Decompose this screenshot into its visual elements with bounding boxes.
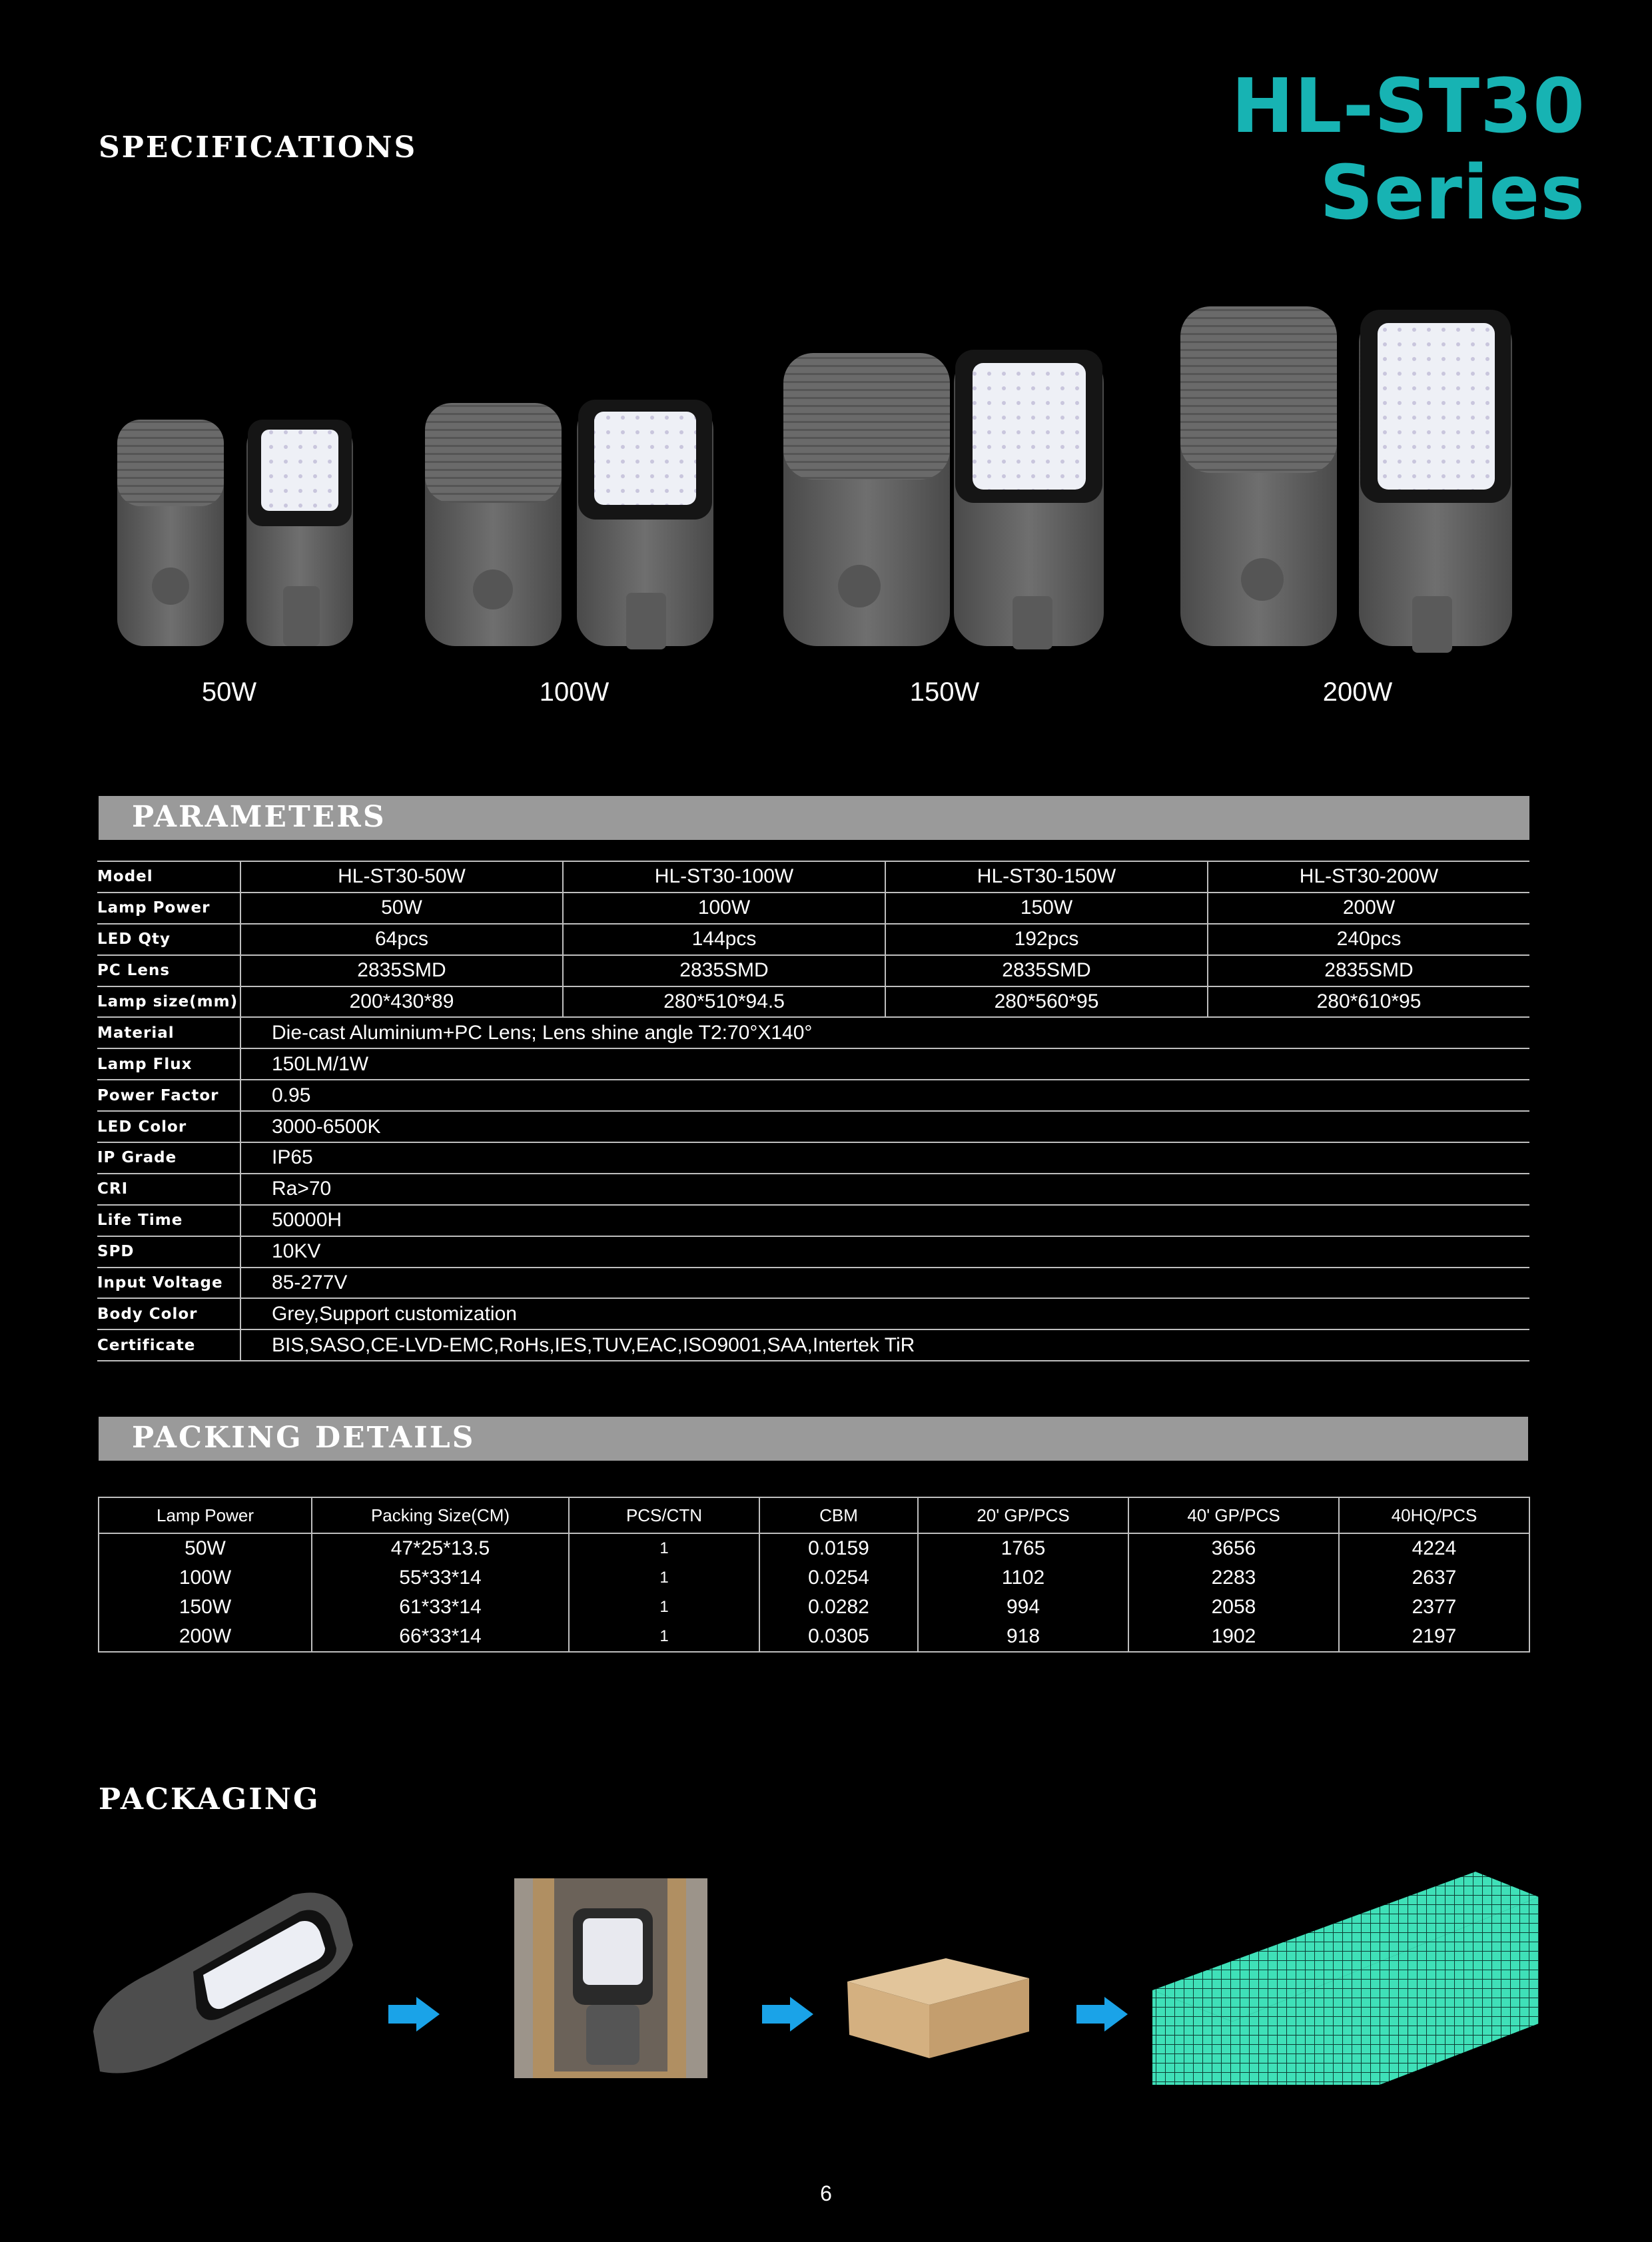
table-cell: 2058 bbox=[1128, 1593, 1339, 1622]
param-value: 280*610*95 bbox=[1208, 986, 1529, 1018]
table-header-row bbox=[99, 1497, 1529, 1533]
param-value: Grey,Support customization bbox=[240, 1298, 1529, 1329]
param-value: 144pcs bbox=[563, 924, 885, 955]
param-value: 50W bbox=[240, 893, 563, 924]
column-header: CBM bbox=[759, 1497, 918, 1533]
table-row bbox=[97, 1017, 1529, 1048]
parameters-header-bar bbox=[99, 796, 1529, 840]
param-label: Power Factor bbox=[97, 1080, 240, 1111]
table-cell: 55*33*14 bbox=[312, 1563, 569, 1593]
table-cell: 994 bbox=[918, 1593, 1128, 1622]
parameters-table bbox=[97, 861, 1529, 1361]
table-cell: 1 bbox=[569, 1533, 759, 1563]
param-label: CRI bbox=[97, 1174, 240, 1205]
param-value: BIS,SASO,CE-LVD-EMC,RoHs,IES,TUV,EAC,ISO9001,SAA,Intertek TiR bbox=[240, 1329, 1529, 1361]
table-cell: 1 bbox=[569, 1593, 759, 1622]
param-value: 10KV bbox=[240, 1236, 1529, 1268]
param-label: LED Color bbox=[97, 1111, 240, 1142]
table-cell: 1102 bbox=[918, 1563, 1128, 1593]
table-row bbox=[99, 1563, 1529, 1593]
table-cell: 0.0305 bbox=[759, 1622, 918, 1652]
param-value: 50000H bbox=[240, 1205, 1529, 1236]
table-cell: 100W bbox=[99, 1563, 312, 1593]
param-value: IP65 bbox=[240, 1142, 1529, 1174]
param-value: Die-cast Aluminium+PC Lens; Lens shine angle T2:70°X140° bbox=[240, 1017, 1529, 1048]
param-value: HL-ST30-50W bbox=[240, 861, 563, 893]
series-title: HL-ST30 Series bbox=[1231, 63, 1585, 236]
column-header: Packing Size(CM) bbox=[312, 1497, 569, 1533]
product-label-50w: 50W bbox=[201, 677, 257, 707]
packing-title: PACKING DETAILS bbox=[132, 1421, 476, 1455]
arrow-icon bbox=[388, 1997, 440, 2032]
parameters-title: PARAMETERS bbox=[132, 800, 386, 834]
table-row bbox=[97, 1111, 1529, 1142]
param-value: 280*560*95 bbox=[885, 986, 1208, 1018]
table-cell: 66*33*14 bbox=[312, 1622, 569, 1652]
param-label: Lamp Flux bbox=[97, 1048, 240, 1080]
param-label: Lamp size(mm) bbox=[97, 986, 240, 1018]
table-row bbox=[97, 1142, 1529, 1174]
param-value: HL-ST30-150W bbox=[885, 861, 1208, 893]
lamp-100w-front bbox=[577, 400, 713, 649]
lamp-150w-front bbox=[954, 350, 1104, 649]
table-row bbox=[99, 1593, 1529, 1622]
table-row bbox=[97, 1236, 1529, 1268]
page-number: 6 bbox=[820, 2181, 832, 2205]
table-cell: 4224 bbox=[1339, 1533, 1529, 1563]
table-cell: 0.0159 bbox=[759, 1533, 918, 1563]
packing-header-bar bbox=[99, 1417, 1528, 1461]
arrow-icon bbox=[1076, 1997, 1128, 2032]
packaging-flow bbox=[0, 1858, 1652, 2085]
table-row bbox=[97, 986, 1529, 1018]
boxed-lamp-photo bbox=[514, 1878, 707, 2078]
column-header: 40HQ/PCS bbox=[1339, 1497, 1529, 1533]
param-label: LED Qty bbox=[97, 924, 240, 955]
table-row bbox=[97, 1048, 1529, 1080]
packaging-title: PACKAGING bbox=[99, 1782, 320, 1816]
param-value: 280*510*94.5 bbox=[563, 986, 885, 1018]
table-cell: 2377 bbox=[1339, 1593, 1529, 1622]
table-cell: 1765 bbox=[918, 1533, 1128, 1563]
column-header: 40' GP/PCS bbox=[1128, 1497, 1339, 1533]
table-cell: 0.0254 bbox=[759, 1563, 918, 1593]
param-value: 64pcs bbox=[240, 924, 563, 955]
param-value: 200W bbox=[1208, 893, 1529, 924]
table-cell: 61*33*14 bbox=[312, 1593, 569, 1622]
table-row bbox=[97, 1329, 1529, 1361]
table-row bbox=[99, 1533, 1529, 1563]
param-label: Model bbox=[97, 861, 240, 893]
param-value: 192pcs bbox=[885, 924, 1208, 955]
table-cell: 2283 bbox=[1128, 1563, 1339, 1593]
table-cell: 1 bbox=[569, 1563, 759, 1593]
table-row bbox=[97, 1080, 1529, 1111]
table-row bbox=[97, 955, 1529, 986]
table-cell: 2637 bbox=[1339, 1563, 1529, 1593]
param-label: PC Lens bbox=[97, 955, 240, 986]
param-value: Ra>70 bbox=[240, 1174, 1529, 1205]
table-cell: 918 bbox=[918, 1622, 1128, 1652]
lamp-200w-front bbox=[1359, 310, 1512, 653]
param-label: IP Grade bbox=[97, 1142, 240, 1174]
param-value: 85-277V bbox=[240, 1268, 1529, 1299]
param-label: Lamp Power bbox=[97, 893, 240, 924]
table-cell: 2197 bbox=[1339, 1622, 1529, 1652]
param-value: 150LM/1W bbox=[240, 1048, 1529, 1080]
carton-box-icon bbox=[847, 1958, 1029, 2058]
lamp-50w-front bbox=[246, 420, 353, 646]
container-load-icon bbox=[1152, 1872, 1539, 2085]
specifications-title: SPECIFICATIONS bbox=[99, 131, 418, 165]
arrow-icon bbox=[762, 1997, 813, 2032]
packaging-illustrations bbox=[0, 1858, 1652, 2085]
column-header: Lamp Power bbox=[99, 1497, 312, 1533]
param-value: HL-ST30-200W bbox=[1208, 861, 1529, 893]
lamp-150w-back bbox=[783, 353, 950, 646]
table-row bbox=[97, 1298, 1529, 1329]
lamp-200w-back bbox=[1180, 306, 1337, 646]
param-label: SPD bbox=[97, 1236, 240, 1268]
table-cell: 200W bbox=[99, 1622, 312, 1652]
param-value: 2835SMD bbox=[1208, 955, 1529, 986]
table-cell: 1 bbox=[569, 1622, 759, 1652]
param-label: Material bbox=[97, 1017, 240, 1048]
table-row bbox=[97, 893, 1529, 924]
product-images bbox=[0, 293, 1652, 666]
param-label: Body Color bbox=[97, 1298, 240, 1329]
param-value: 2835SMD bbox=[563, 955, 885, 986]
column-header: 20' GP/PCS bbox=[918, 1497, 1128, 1533]
street-light-illustrations bbox=[0, 293, 1652, 666]
param-value: 0.95 bbox=[240, 1080, 1529, 1111]
param-value: 3000-6500K bbox=[240, 1111, 1529, 1142]
packing-table bbox=[98, 1497, 1530, 1653]
param-value: 240pcs bbox=[1208, 924, 1529, 955]
param-value: HL-ST30-100W bbox=[563, 861, 885, 893]
table-row bbox=[97, 861, 1529, 893]
param-label: Certificate bbox=[97, 1329, 240, 1361]
table-row bbox=[97, 924, 1529, 955]
product-label-100w: 100W bbox=[539, 677, 610, 707]
table-row bbox=[97, 1205, 1529, 1236]
product-label-200w: 200W bbox=[1322, 677, 1393, 707]
lamp-50w-back bbox=[117, 420, 224, 646]
table-cell: 47*25*13.5 bbox=[312, 1533, 569, 1563]
param-label: Life Time bbox=[97, 1205, 240, 1236]
table-cell: 3656 bbox=[1128, 1533, 1339, 1563]
param-value: 2835SMD bbox=[885, 955, 1208, 986]
table-row bbox=[99, 1622, 1529, 1652]
table-row bbox=[97, 1268, 1529, 1299]
table-cell: 150W bbox=[99, 1593, 312, 1622]
param-value: 100W bbox=[563, 893, 885, 924]
column-header: PCS/CTN bbox=[569, 1497, 759, 1533]
lamp-100w-back bbox=[425, 403, 562, 646]
param-value: 150W bbox=[885, 893, 1208, 924]
param-value: 2835SMD bbox=[240, 955, 563, 986]
table-row bbox=[97, 1174, 1529, 1205]
lamp-product-icon bbox=[93, 1893, 353, 2073]
param-label: Input Voltage bbox=[97, 1268, 240, 1299]
param-value: 200*430*89 bbox=[240, 986, 563, 1018]
table-cell: 0.0282 bbox=[759, 1593, 918, 1622]
table-cell: 50W bbox=[99, 1533, 312, 1563]
product-label-150w: 150W bbox=[909, 677, 980, 707]
table-cell: 1902 bbox=[1128, 1622, 1339, 1652]
